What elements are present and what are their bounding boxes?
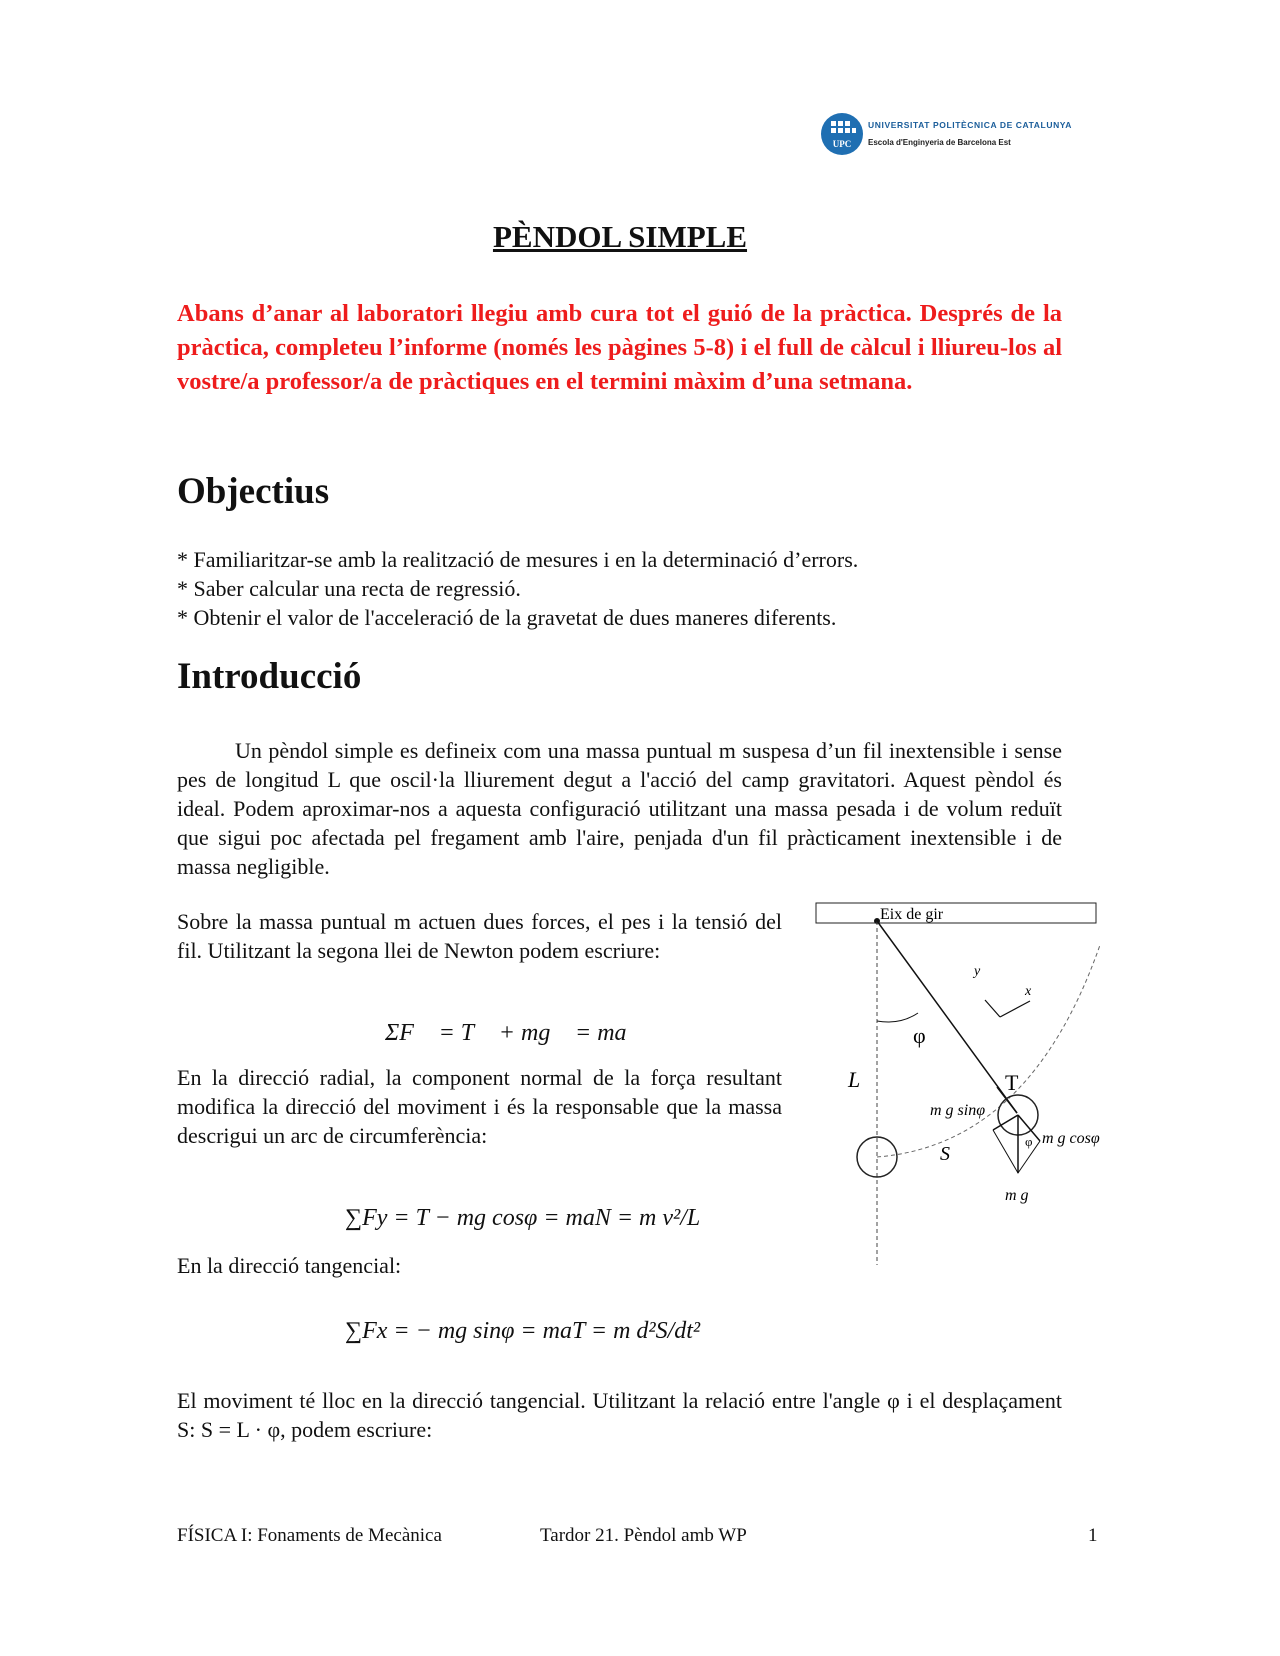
string-line (877, 921, 1017, 1113)
arc-path (877, 945, 1100, 1157)
intro-paragraph-2: Sobre la massa puntual m actuen dues forces, el pes i la tensió del fil. Utilitzant la segona llei de Newton podem escriure: (177, 909, 782, 963)
x-axis-label: x (1025, 984, 1032, 999)
introduccio-heading: Introducció (177, 656, 362, 697)
mg-cos-label: m g cosφ (1042, 1130, 1100, 1147)
list-item: * Saber calcular una recta de regressió. (177, 576, 521, 601)
x-axis-line (1000, 1001, 1030, 1017)
mg-label: m g (1005, 1187, 1029, 1204)
objectius-heading: Objectius (177, 471, 330, 512)
intro-paragraph-1: Un pèndol simple es defineix com una massa puntual m suspesa d’un fil inextensible i sense pes de longitud L que oscil·la lliurement degut a l'acció del camp gravitatori. Aquest pèndol és ideal. Podem aproximar-nos a aquesta configuració utilitzant una massa pesada i de volum reduït que sigui poc afectada pel fregament amb l'aire, penjada d'un fil pràcticament inextensible i de massa negligible. (177, 738, 1062, 879)
logo-school-name: Escola d'Enginyeria de Barcelona Est (868, 138, 1011, 147)
footer-term: Tardor 21. Pèndol amb WP (540, 1525, 747, 1546)
y-axis-label: y (974, 964, 981, 979)
intro-paragraph-3: En la direcció radial, la component normal de la força resultant modifica la direcció del moviment i és la responsable que la massa descrigui un arc de circumferència: (177, 1065, 782, 1148)
logo-icon-text: UPC (832, 139, 852, 149)
pivot-label: Eix de gir (880, 906, 944, 923)
page-number: 1 (1088, 1525, 1098, 1546)
footer-course: FÍSICA I: Fonaments de Mecànica (177, 1525, 442, 1546)
list-item: * Familiaritzar-se amb la realització de mesures i en la determinació d’errors. (177, 547, 859, 572)
y-axis-line (985, 1000, 1000, 1017)
pivot-bar (816, 903, 1096, 923)
force-decomposition (993, 1130, 1040, 1173)
length-label: L (848, 1067, 861, 1092)
upc-logo (820, 112, 1073, 158)
mg-sin-label: m g sinφ (930, 1102, 986, 1119)
warning-notice: Abans d’anar al laboratori llegiu amb cura tot el guió de la pràctica. Després de la pràctica, completeu l’informe (només les pàgines 5-8) i el full de càlcul i lliureu-los al vostre/a professor/a de pràctiques en el termini màxim d’una setmana. (177, 300, 1062, 395)
page-title: PÈNDOL SIMPLE (492, 219, 748, 254)
intro-paragraph-4: En la direcció tangencial: (177, 1253, 402, 1278)
pendulum-diagram (810, 895, 1110, 1265)
upc-logo-icon (820, 112, 864, 156)
phi-label: φ (913, 1023, 926, 1048)
equation-tangential: ∑Fx = − mg sinφ = maT = m d²S/dt² (345, 1318, 701, 1344)
arc-s-label: S (940, 1143, 950, 1165)
tension-label: T (1005, 1070, 1019, 1095)
list-item: * Obtenir el valor de l'acceleració de la gravetat de dues maneres diferents. (177, 605, 837, 630)
tangential-vector (993, 1115, 1018, 1130)
phi-small-label: φ (1025, 1134, 1033, 1149)
objectius-list (177, 545, 1077, 632)
intro-paragraph-5: El moviment té lloc en la direcció tangencial. Utilitzant la relació entre l'angle φ i el desplaçament S: S = L · φ, podem escriure: (177, 1388, 1062, 1442)
equation-newton: ΣF⃗ = T⃗ + mg⃗ = ma⃗ (385, 1020, 646, 1046)
logo-university-name: UNIVERSITAT POLITÈCNICA DE CATALUNYA (868, 120, 1073, 130)
angle-arc (877, 1013, 918, 1022)
equation-radial: ∑Fy = T − mg cosφ = maN = m v²/L (345, 1205, 701, 1231)
